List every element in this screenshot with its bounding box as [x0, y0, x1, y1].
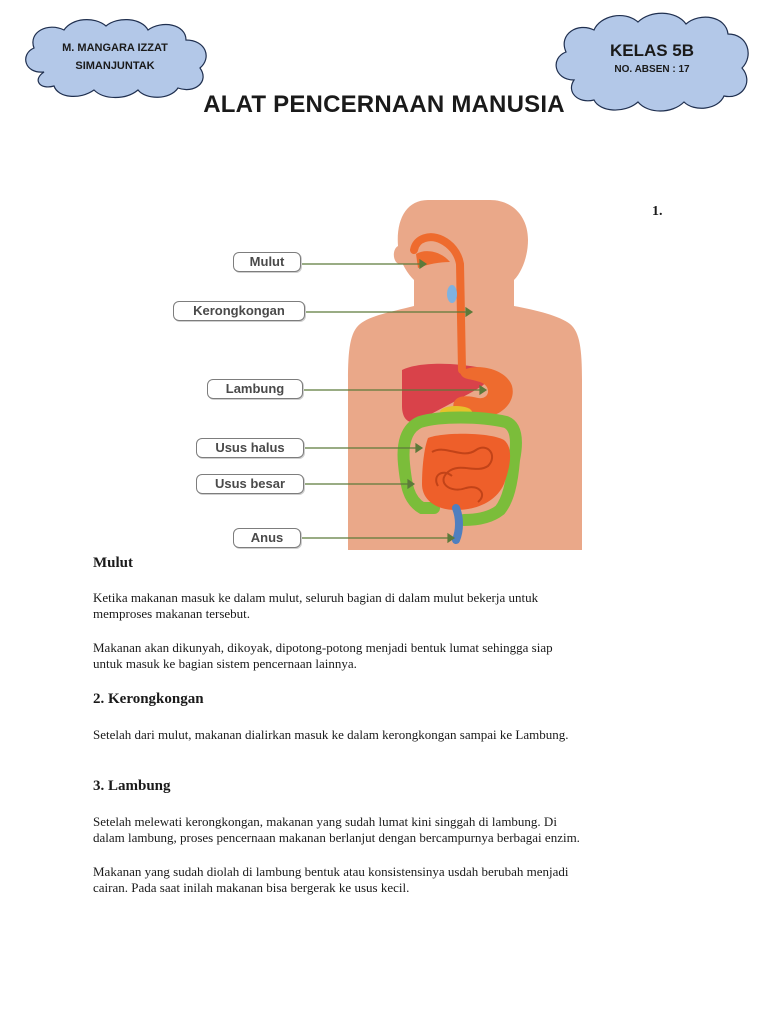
text-line: memproses makanan tersebut. [93, 606, 251, 621]
diagram-illustration [170, 190, 590, 552]
student-name-line1: M. MANGARA IZZAT [62, 42, 168, 54]
rectum [456, 508, 459, 540]
text-line: untuk masuk ke bagian sistem pencernaan lainnya. [93, 656, 357, 671]
label-kerongkongan: Kerongkongan [173, 301, 305, 321]
text-line: Makanan akan dikunyah, dikoyak, dipotong-potong menjadi bentuk lumat sehingga siap [93, 640, 553, 655]
label-usus-besar: Usus besar [196, 474, 304, 494]
digestive-system-diagram [170, 190, 590, 552]
text-line: cairan. Pada saat inilah makanan bisa bergerak ke usus kecil. [93, 880, 410, 895]
paragraph-mulut-1 [93, 590, 683, 622]
text-line: Setelah dari mulut, makanan dialirkan masuk ke dalam kerongkongan sampai ke Lambung. [93, 727, 569, 742]
student-name-line2: SIMANJUNTAK [75, 60, 155, 72]
absen-label: NO. ABSEN : 17 [614, 64, 690, 75]
text-line: Makanan yang sudah diolah di lambung bentuk atau konsistensinya usdah berubah menjadi [93, 864, 569, 879]
salivary-gland [447, 285, 457, 303]
label-anus: Anus [233, 528, 301, 548]
text-line: Setelah melewati kerongkongan, makanan yang sudah lumat kini singgah di lambung. Di [93, 814, 557, 829]
class-label: KELAS 5B [609, 41, 695, 60]
text-line: dalam lambung, proses pencernaan makanan berlanjut dengan bercampurnya berbagai enzim. [93, 830, 580, 845]
paragraph-lambung-1 [93, 814, 683, 846]
label-usus-halus: Usus halus [196, 438, 304, 458]
section-title-kerongkongan: 2. Kerongkongan [93, 691, 204, 707]
label-lambung: Lambung [207, 379, 303, 399]
label-mulut: Mulut [233, 252, 301, 272]
paragraph-mulut-2 [93, 640, 683, 672]
student-name-cloud [14, 14, 216, 100]
paragraph-lambung-2 [93, 864, 683, 896]
paragraph-kerongkongan-1 [93, 727, 683, 743]
text-line: Ketika makanan masuk ke dalam mulut, seluruh bagian di dalam mulut bekerja untuk [93, 590, 539, 605]
page-title: ALAT PENCERNAAN MANUSIA [203, 91, 565, 118]
section-title-mulut: Mulut [93, 555, 134, 571]
section-title-lambung: 3. Lambung [93, 778, 171, 794]
list-number: 1. [652, 204, 663, 219]
